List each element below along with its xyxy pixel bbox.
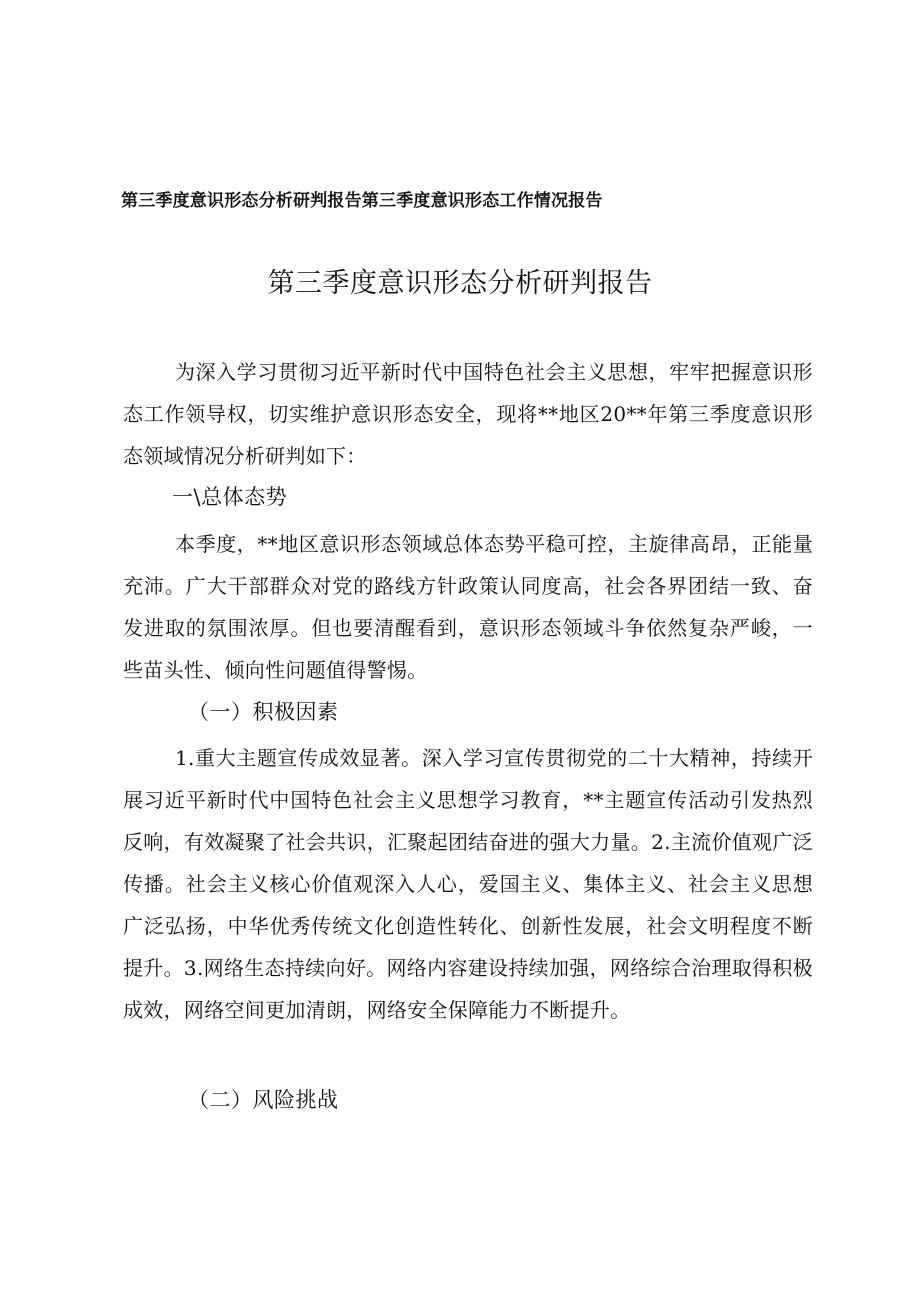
- subsection-heading-positive-factors: （一）积极因素: [188, 700, 339, 724]
- intro-paragraph: 为深入学习贯彻习近平新时代中国特色社会主义思想，牢牢把握意识形态工作领导权，切实维护意识形态安全，现将**地区20**年第三季度意识形态领域情况分析研判如下：: [123, 360, 813, 468]
- document-top-heading: 第三季度意识形态分析研判报告第三季度意识形态工作情况报告: [121, 191, 603, 211]
- section-heading-overall-situation: 一\总体态势: [172, 485, 288, 509]
- page-title: 第三季度意识形态分析研判报告: [267, 268, 653, 299]
- positive-factors-paragraph: 1.重大主题宣传成效显著。深入学习宣传贯彻党的二十大精神，持续开展习近平新时代中国特色社会主义思想学习教育，**主题宣传活动引发热烈反响，有效凝聚了社会共识，汇聚起团结奋进的强大力量。2.主流价值观广泛传播。社会主义核心价值观深入人心，爱国主义、集体主义、社会主义思想广泛弘扬，中华优秀传统文化创造性转化、创新性发展，社会文明程度不断提升。3.网络生态持续向好。网络内容建设持续加强，网络综合治理取得积极成效，网络空间更加清朗，网络安全保障能力不断提升。: [123, 746, 813, 1022]
- overall-situation-paragraph: 本季度，**地区意识形态领域总体态势平稳可控，主旋律高昂，正能量充沛。广大干部群众对党的路线方针政策认同度高，社会各界团结一致、奋发进取的氛围浓厚。但也要清醒看到，意识形态领域斗争依然复杂严峻，一些苗头性、倾向性问题值得警惕。: [123, 532, 813, 682]
- subsection-heading-risks-challenges: （二）风险挑战: [188, 1088, 339, 1112]
